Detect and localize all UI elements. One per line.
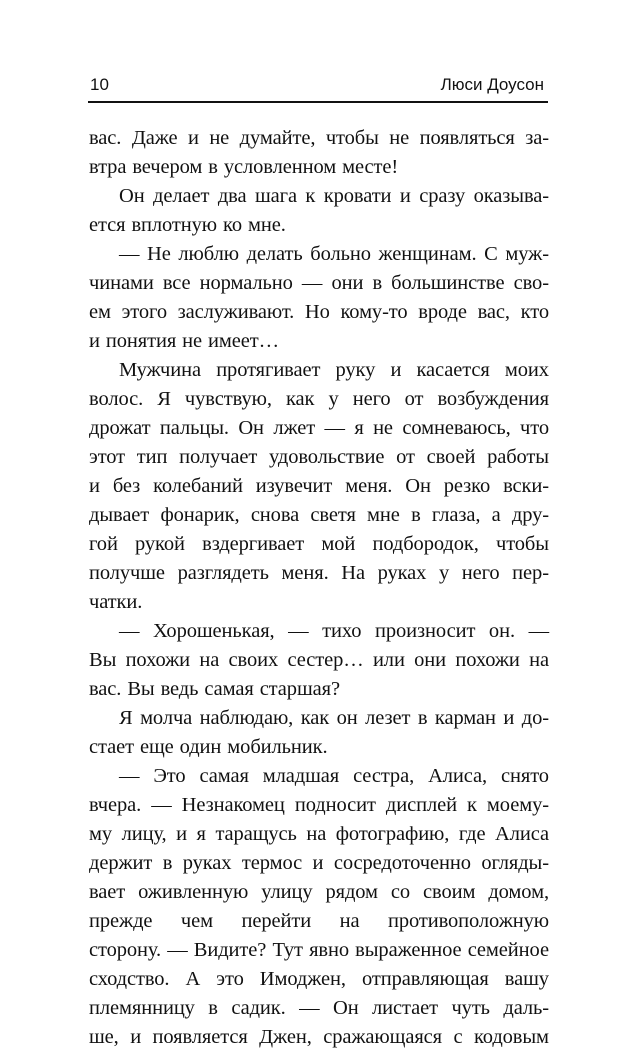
- word: а: [491, 504, 501, 526]
- body-text: [89, 124, 549, 1052]
- word: два: [217, 185, 247, 207]
- text-line: [89, 1023, 549, 1052]
- word: держит: [89, 852, 153, 874]
- word: пальцы.: [159, 417, 229, 439]
- word: карман: [434, 707, 496, 729]
- word: оказыва-: [473, 185, 549, 207]
- word: в: [208, 156, 218, 178]
- text-line: [89, 559, 549, 588]
- word: похожи: [125, 649, 191, 671]
- page-number: 10: [90, 75, 109, 94]
- word: еще: [139, 736, 174, 758]
- word: —: [119, 620, 140, 642]
- word: фонарик,: [160, 504, 240, 526]
- word: самая: [204, 678, 254, 700]
- word: дывает: [89, 504, 150, 526]
- word: и: [130, 1026, 142, 1048]
- text-line: [89, 182, 549, 211]
- word: получает: [179, 446, 258, 468]
- word: за-: [525, 127, 549, 149]
- word: в: [411, 504, 421, 526]
- word: колебаний: [153, 475, 243, 497]
- text-line: [89, 907, 549, 936]
- word: домом,: [488, 881, 549, 903]
- text-line: [89, 124, 549, 153]
- word: младшая: [262, 765, 340, 787]
- text-line: [89, 443, 549, 472]
- word: изувечит: [255, 475, 333, 497]
- word: делать: [246, 243, 303, 265]
- word: на: [199, 649, 220, 671]
- word: Алиса: [495, 823, 549, 845]
- text-line: [89, 878, 549, 907]
- word: глаза,: [431, 504, 481, 526]
- word: волос.: [89, 388, 144, 410]
- word: возбуждения: [437, 388, 549, 410]
- word: как: [300, 707, 330, 729]
- word: и: [187, 127, 199, 149]
- word: улицу: [261, 881, 313, 903]
- word: наблюдаю,: [199, 707, 294, 729]
- word: выраженное: [355, 939, 462, 961]
- word: заслуживают.: [177, 301, 295, 323]
- word: племянницу: [89, 997, 195, 1019]
- word: и: [89, 475, 100, 497]
- word: сестра,: [353, 765, 415, 787]
- word: муж-: [505, 243, 549, 265]
- word: моему-: [486, 794, 549, 816]
- word: это: [216, 968, 244, 990]
- word: и: [399, 185, 411, 207]
- text-line: [89, 994, 549, 1023]
- word: чинами: [89, 272, 154, 294]
- word: лжет: [273, 417, 316, 439]
- word: прежде: [89, 910, 153, 932]
- text-line: [89, 211, 549, 240]
- word: от: [404, 388, 424, 410]
- word: или: [372, 649, 405, 671]
- word: Видите?: [193, 939, 267, 961]
- word: —: [119, 765, 140, 787]
- word: они: [414, 649, 447, 671]
- word: Это: [153, 765, 186, 787]
- text-line: [89, 327, 549, 356]
- word: оживленную: [138, 881, 249, 903]
- word: светя: [310, 504, 356, 526]
- word: он: [336, 707, 358, 729]
- word: втра: [89, 156, 127, 178]
- word: удовольствие: [269, 446, 385, 468]
- running-head-author: Люси Доусон: [440, 75, 544, 94]
- word: месте!: [342, 156, 399, 178]
- word: Хорошенькая,: [153, 620, 275, 642]
- word: стает: [89, 736, 134, 758]
- word: —: [528, 620, 549, 642]
- word: вас,: [477, 301, 510, 323]
- word: я: [196, 823, 206, 845]
- word: кодовым: [473, 1026, 549, 1048]
- word: у: [438, 562, 450, 584]
- word: чтобы: [325, 127, 379, 149]
- word: молча: [140, 707, 193, 729]
- word: термос: [241, 852, 303, 874]
- word: С: [484, 243, 498, 265]
- word: сходство.: [89, 968, 170, 990]
- word: Даже: [131, 127, 178, 149]
- word: руку: [335, 359, 376, 381]
- word: работы: [487, 446, 549, 468]
- word: не: [182, 330, 203, 352]
- word: ше,: [89, 1026, 119, 1048]
- word: лицу,: [121, 823, 167, 845]
- word: сражающаяся: [323, 1026, 442, 1048]
- word: сомневаюсь,: [402, 417, 511, 439]
- text-line: [89, 617, 549, 646]
- word: разглядеть: [177, 562, 269, 584]
- word: один: [179, 736, 222, 758]
- word: вплотную: [131, 214, 217, 236]
- word: А: [185, 968, 201, 990]
- word: в: [208, 997, 218, 1019]
- word: у: [328, 388, 339, 410]
- word: Тут: [272, 939, 303, 961]
- word: касается: [416, 359, 490, 381]
- text-line: [89, 530, 549, 559]
- word: снято: [501, 765, 549, 787]
- word: вски-: [503, 475, 549, 497]
- word: не: [373, 417, 393, 439]
- word: подбородок,: [372, 533, 479, 555]
- word: где: [458, 823, 486, 845]
- word: на: [339, 910, 360, 932]
- word: без: [112, 475, 141, 497]
- text-line: [89, 965, 549, 994]
- word: —: [151, 794, 172, 816]
- word: снова: [250, 504, 300, 526]
- word: и: [390, 359, 402, 381]
- word: сосредоточенно: [333, 852, 471, 874]
- word: огляды-: [481, 852, 549, 874]
- word: ем: [89, 301, 111, 323]
- word: таращусь: [215, 823, 297, 845]
- word: Вы: [127, 678, 155, 700]
- word: Он: [238, 417, 264, 439]
- word: понятия: [105, 330, 177, 352]
- word: кому-то: [340, 301, 408, 323]
- word: му: [89, 823, 113, 845]
- word: к: [305, 185, 316, 207]
- text-line: [89, 936, 549, 965]
- word: пер-: [512, 562, 549, 584]
- word: перейти: [241, 910, 312, 932]
- word: Алиса,: [428, 765, 488, 787]
- text-line: [89, 791, 549, 820]
- word: резко: [443, 475, 491, 497]
- word: имеет…: [208, 330, 280, 352]
- word: чем: [180, 910, 213, 932]
- word: мне: [367, 504, 400, 526]
- word: появляться: [419, 127, 515, 149]
- word: на: [529, 649, 549, 671]
- word: ведь: [160, 678, 199, 700]
- word: противоположную: [387, 910, 549, 932]
- word: все: [162, 272, 191, 294]
- word: не: [209, 127, 230, 149]
- word: женщинам.: [378, 243, 477, 265]
- word: отправляющая: [361, 968, 489, 990]
- word: Не: [147, 243, 171, 265]
- text-line: [89, 269, 549, 298]
- header-rule: [88, 101, 548, 103]
- word: листает: [372, 997, 438, 1019]
- word: Он: [405, 475, 431, 497]
- word: он.: [488, 620, 515, 642]
- word: Вы: [89, 649, 117, 671]
- text-line: [89, 298, 549, 327]
- word: ется: [89, 214, 126, 236]
- word: Я: [119, 707, 133, 729]
- word: Имоджен,: [259, 968, 346, 990]
- word: условленном: [223, 156, 337, 178]
- word: в: [417, 707, 428, 729]
- text-line: [89, 153, 549, 182]
- word: похожи: [455, 649, 520, 671]
- text-line: [89, 733, 549, 762]
- text-line: [89, 704, 549, 733]
- word: вздергивает: [202, 533, 305, 555]
- word: чувствую,: [184, 388, 272, 410]
- word: сестер…: [287, 649, 364, 671]
- word: со: [390, 881, 411, 903]
- word: сторону.: [89, 939, 162, 961]
- word: моих: [504, 359, 549, 381]
- word: кто: [520, 301, 549, 323]
- word: —: [301, 272, 323, 294]
- word: протягивает: [216, 359, 321, 381]
- word: явно: [309, 939, 349, 961]
- word: лезет: [365, 707, 411, 729]
- word: вечером: [132, 156, 203, 178]
- text-line: [89, 385, 549, 414]
- word: своей: [426, 446, 476, 468]
- word: тихо: [322, 620, 362, 642]
- word: дрожат: [89, 417, 151, 439]
- word: мобильник.: [227, 736, 328, 758]
- word: руках: [377, 562, 427, 584]
- word: Джен,: [259, 1026, 312, 1048]
- word: садик.: [231, 997, 286, 1019]
- word: руках: [182, 852, 232, 874]
- word: шага: [254, 185, 297, 207]
- word: вчера.: [89, 794, 142, 816]
- text-line: [89, 501, 549, 530]
- word: своих: [228, 649, 279, 671]
- word: фотографию,: [335, 823, 450, 845]
- word: сво-: [513, 272, 549, 294]
- word: чуть: [451, 997, 490, 1019]
- word: —: [299, 997, 320, 1019]
- word: сразу: [419, 185, 466, 207]
- word: мне.: [247, 214, 286, 236]
- word: рядом: [325, 881, 378, 903]
- word: Мужчина: [119, 359, 202, 381]
- word: получше: [89, 562, 165, 584]
- word: —: [167, 939, 188, 961]
- word: Незнакомец: [181, 794, 285, 816]
- word: На: [341, 562, 365, 584]
- word: большинстве: [391, 272, 505, 294]
- word: подносит: [294, 794, 376, 816]
- word: дисплей: [385, 794, 457, 816]
- word: дру-: [511, 504, 549, 526]
- word: Я: [157, 388, 171, 410]
- word: старшая?: [259, 678, 340, 700]
- word: в: [372, 272, 383, 294]
- text-line: [89, 588, 549, 617]
- word: нормально: [199, 272, 293, 294]
- word: к: [467, 794, 477, 816]
- page-header: [88, 72, 548, 98]
- word: на: [306, 823, 327, 845]
- word: него: [461, 562, 500, 584]
- word: чтобы: [495, 533, 549, 555]
- word: вает: [89, 881, 126, 903]
- word: семейное: [467, 939, 549, 961]
- word: больно: [310, 243, 371, 265]
- word: Он: [119, 185, 145, 207]
- word: —: [288, 620, 309, 642]
- word: кровати: [323, 185, 392, 207]
- word: даль-: [503, 997, 549, 1019]
- word: делает: [153, 185, 210, 207]
- word: в: [162, 852, 173, 874]
- text-line: [89, 240, 549, 269]
- word: и: [89, 330, 100, 352]
- text-line: [89, 675, 549, 704]
- word: я: [354, 417, 364, 439]
- word: самая: [199, 765, 249, 787]
- word: от: [396, 446, 415, 468]
- word: ко: [223, 214, 242, 236]
- word: чатки.: [89, 591, 143, 613]
- text-line: [89, 762, 549, 791]
- word: Но: [304, 301, 330, 323]
- word: своим: [423, 881, 476, 903]
- word: произносит: [375, 620, 476, 642]
- word: тип: [136, 446, 168, 468]
- word: вас.: [89, 678, 122, 700]
- word: вашу: [504, 968, 549, 990]
- word: мой: [321, 533, 356, 555]
- word: Он: [333, 997, 359, 1019]
- word: и: [503, 707, 515, 729]
- word: с: [453, 1026, 463, 1048]
- text-line: [89, 472, 549, 501]
- text-line: [89, 414, 549, 443]
- word: как: [285, 388, 315, 410]
- word: вас.: [89, 127, 122, 149]
- word: что: [520, 417, 549, 439]
- word: него: [352, 388, 391, 410]
- word: —: [119, 243, 140, 265]
- word: вроде: [418, 301, 467, 323]
- word: этот: [89, 446, 126, 468]
- word: и: [176, 823, 187, 845]
- word: до-: [521, 707, 549, 729]
- word: они: [331, 272, 364, 294]
- text-line: [89, 820, 549, 849]
- word: гой: [89, 533, 118, 555]
- text-line: [89, 356, 549, 385]
- word: меня.: [345, 475, 393, 497]
- word: и: [312, 852, 324, 874]
- word: появляется: [152, 1026, 248, 1048]
- word: меня.: [281, 562, 329, 584]
- word: не: [389, 127, 410, 149]
- word: думайте,: [239, 127, 316, 149]
- word: рукой: [135, 533, 185, 555]
- text-line: [89, 646, 549, 675]
- word: —: [324, 417, 345, 439]
- text-line: [89, 849, 549, 878]
- word: этого: [121, 301, 167, 323]
- word: люблю: [178, 243, 239, 265]
